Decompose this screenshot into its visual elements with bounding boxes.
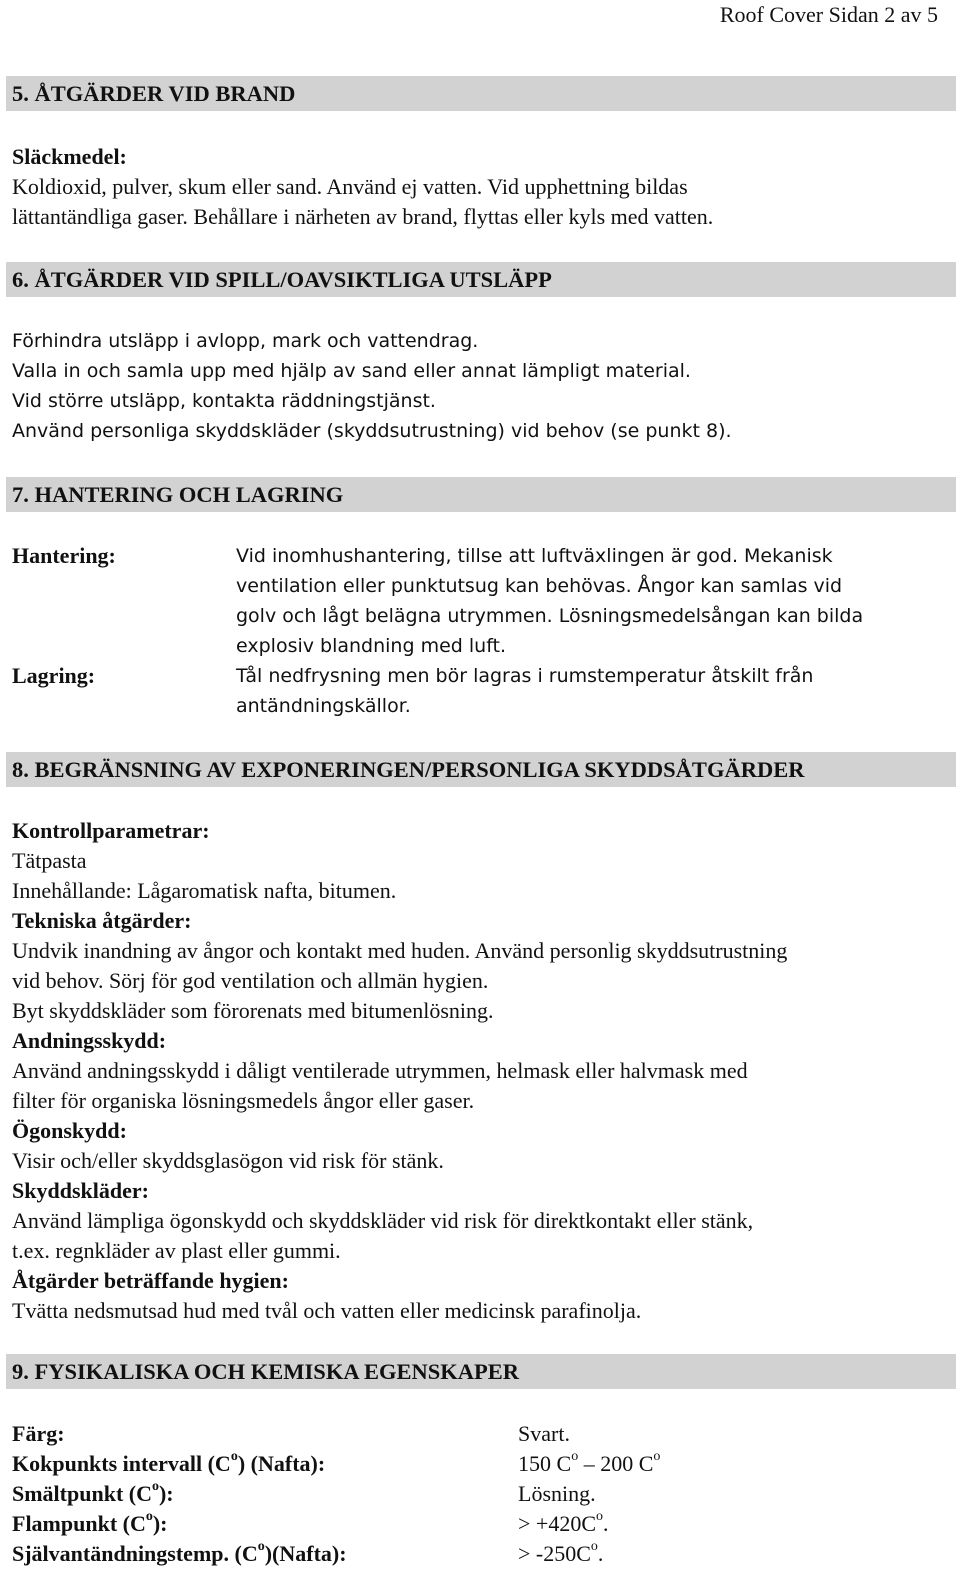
section-8-line: Byt skyddskläder som förorenats med bitumenlösning. <box>12 998 494 1023</box>
section-6-line: Vid större utsläpp, kontakta räddningstjänst. <box>12 390 436 412</box>
section-8-line: vid behov. Sörj för god ventilation och allmän hygien. <box>12 968 489 993</box>
section-6-heading <box>6 262 956 297</box>
flash-point-value: > $+420C^o$. <box>518 1508 609 1536</box>
storage-text <box>236 661 813 721</box>
eye-protection-heading: Ögonskydd: <box>12 1118 127 1143</box>
autoignition-label: Självantändningstemp. $(C^o)(Nafta)$: <box>12 1538 347 1566</box>
extinguishing-media-heading: Släckmedel: <box>12 144 127 169</box>
handling-text <box>236 541 863 661</box>
section-6-title: 6. ÅTGÄRDER VID SPILL/OAVSIKTLIGA UTSLÄPP <box>12 267 552 292</box>
protective-clothing-heading: Skyddskläder: <box>12 1178 149 1203</box>
section-8-line: Tätpasta <box>12 848 87 873</box>
section-8-line: filter för organiska lösningsmedels ångor eller gaser. <box>12 1088 475 1113</box>
melting-point-value: Lösning. <box>518 1481 596 1506</box>
section-5-line: lättantändliga gaser. Behållare i närheten av brand, flyttas eller kyls med vatten. <box>12 204 714 229</box>
section-5-line: Koldioxid, pulver, skum eller sand. Använd ej vatten. Vid upphettning bildas <box>12 174 688 199</box>
boiling-range-value: 150 $C^o - 200$ $C^o$ <box>518 1448 661 1476</box>
section-6-line: Valla in och samla upp med hjälp av sand eller annat lämpligt material. <box>12 360 691 382</box>
section-8-line: Visir och/eller skyddsglasögon vid risk för stänk. <box>12 1148 444 1173</box>
section-8-line: Innehållande: Lågaromatisk nafta, bitumen. <box>12 878 397 903</box>
section-8-heading <box>6 752 956 787</box>
technical-measures-heading: Tekniska åtgärder: <box>12 908 192 933</box>
section-6-line: Förhindra utsläpp i avlopp, mark och vattendrag. <box>12 330 479 352</box>
section-5-heading <box>6 76 956 111</box>
section-9-heading <box>6 1354 956 1389</box>
section-6-line: Använd personliga skyddskläder (skyddsutrustning) vid behov (se punkt 8). <box>12 420 732 442</box>
melting-point-label: Smältpunkt $(C^o)$: <box>12 1478 174 1506</box>
handling-label: Hantering: <box>12 543 116 568</box>
section-8-line: Använd lämpliga ögonskydd och skyddskläder vid risk för direktkontakt eller stänk, <box>12 1208 754 1233</box>
color-value: Svart. <box>518 1421 570 1446</box>
section-9-title: 9. FYSIKALISKA OCH KEMISKA EGENSKAPER <box>12 1359 519 1384</box>
section-7-heading <box>6 477 956 512</box>
control-parameters-heading: Kontrollparametrar: <box>12 818 210 843</box>
section-8-line: Undvik inandning av ångor och kontakt med huden. Använd personlig skyddsutrustning <box>12 938 788 963</box>
storage-label: Lagring: <box>12 663 96 688</box>
autoignition-value: > $-250C^o$. <box>518 1538 604 1566</box>
storage-line: antändningskällor. <box>236 695 411 717</box>
handling-line: golv och lågt belägna utrymmen. Lösningsmedelsångan kan bilda <box>236 605 864 627</box>
section-5-title: 5. ÅTGÄRDER VID BRAND <box>12 81 296 106</box>
handling-line: Vid inomhushantering, tillse att luftväxlingen är god. Mekanisk <box>236 545 833 567</box>
respiratory-protection-heading: Andningsskydd: <box>12 1028 167 1053</box>
color-label: Färg: <box>12 1421 65 1446</box>
flash-point-label: Flampunkt $(C^o)$: <box>12 1508 168 1536</box>
section-7-title: 7. HANTERING OCH LAGRING <box>12 482 344 507</box>
section-5-body <box>12 142 713 232</box>
page-number-header: Roof Cover Sidan 2 av 5 <box>719 2 938 27</box>
section-8-title: 8. BEGRÄNSNING AV EXPONERINGEN/PERSONLIGA SKYDDSÅTGÄRDER <box>12 757 805 782</box>
section-8-line: Tvätta nedsmutsad hud med tvål och vatten eller medicinsk parafinolja. <box>12 1298 642 1323</box>
handling-line: ventilation eller punktutsug kan behövas. Ångor kan samlas vid <box>236 575 843 597</box>
section-8-line: t.ex. regnkläder av plast eller gummi. <box>12 1238 341 1263</box>
boiling-range-label: Kokpunkts intervall $(C^o)$ (Nafta): <box>12 1448 326 1476</box>
section-6-body <box>12 326 732 446</box>
hygiene-measures-heading: Åtgärder beträffande hygien: <box>12 1268 289 1293</box>
section-8-body <box>12 816 787 1326</box>
storage-line: Tål nedfrysning men bör lagras i rumstemperatur åtskilt från <box>236 665 814 687</box>
section-8-line: Använd andningsskydd i dåligt ventilerade utrymmen, helmask eller halvmask med <box>12 1058 748 1083</box>
handling-line: explosiv blandning med luft. <box>236 635 507 657</box>
